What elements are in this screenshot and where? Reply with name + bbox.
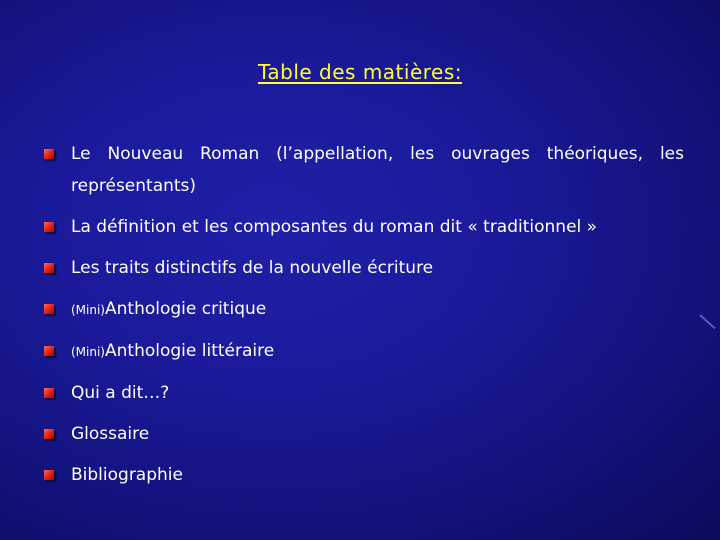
- toc-item-qui-a-dit: [44, 377, 684, 409]
- toc-item-label: Le Nouveau Roman (l’appellation, les ouvrages théoriques, les représentants): [71, 144, 684, 196]
- red-square-bullet-icon: [44, 222, 54, 232]
- toc-item-prefix: (Mini): [71, 303, 105, 317]
- toc-item-label: Glossaire: [71, 424, 150, 444]
- slide-title: [0, 60, 720, 84]
- slide-title-text: Table des matières:: [257, 60, 463, 84]
- toc-item-anthologie-critique: [44, 293, 684, 326]
- toc-item-glossaire: [44, 418, 684, 450]
- red-square-bullet-icon: [44, 470, 54, 480]
- toc-item-label: Qui a dit…?: [71, 383, 170, 403]
- red-square-bullet-icon: [44, 346, 54, 356]
- red-square-bullet-icon: [44, 429, 54, 439]
- toc-item-anthologie-litteraire: [44, 335, 684, 368]
- toc-item-label: Les traits distinctifs de la nouvelle écriture: [71, 258, 434, 278]
- decorative-line: [699, 314, 715, 329]
- toc-item-definition: [44, 211, 684, 243]
- red-square-bullet-icon: [44, 388, 54, 398]
- toc-item-bibliographie: [44, 459, 684, 491]
- red-square-bullet-icon: [44, 149, 54, 159]
- toc-item-label: Anthologie littéraire: [105, 341, 275, 361]
- toc-item-nouveau-roman: [44, 138, 684, 202]
- red-square-bullet-icon: [44, 304, 54, 314]
- toc-item-prefix: (Mini): [71, 345, 105, 359]
- toc-item-traits: [44, 252, 684, 284]
- toc-item-label: La définition et les composantes du roman dit « traditionnel »: [71, 217, 598, 237]
- red-square-bullet-icon: [44, 263, 54, 273]
- toc-item-label: Anthologie critique: [105, 299, 267, 319]
- table-of-contents-list: [44, 138, 684, 500]
- toc-item-label: Bibliographie: [71, 465, 183, 485]
